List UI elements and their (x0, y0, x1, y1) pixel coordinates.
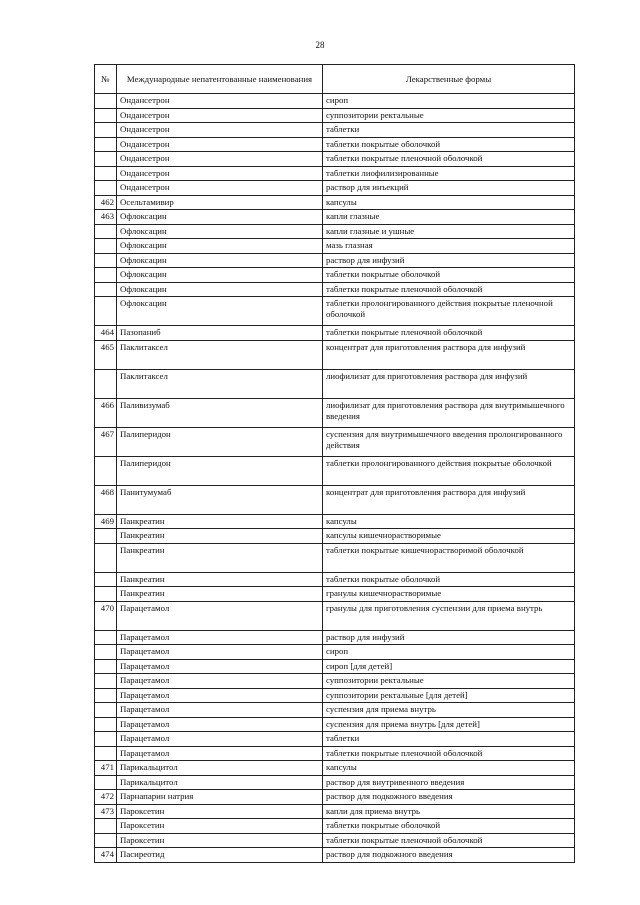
table-row (95, 224, 575, 239)
inn-name: Палиперидон (117, 456, 323, 485)
inn-name: Пароксетин (117, 833, 323, 848)
row-number (95, 456, 117, 485)
table-row (95, 543, 575, 572)
dosage-form: таблетки покрытые пленочной оболочкой (323, 282, 575, 297)
row-number (95, 297, 117, 326)
table-row (95, 514, 575, 529)
row-number: 467 (95, 427, 117, 456)
dosage-form: суппозитории ректальные [для детей] (323, 688, 575, 703)
dosage-form: капли глазные (323, 210, 575, 225)
inn-name: Пароксетин (117, 804, 323, 819)
row-number: 469 (95, 514, 117, 529)
row-number (95, 587, 117, 602)
table-row (95, 166, 575, 181)
table-row (95, 108, 575, 123)
inn-name: Парацетамол (117, 746, 323, 761)
table-row (95, 645, 575, 660)
inn-name: Панкреатин (117, 514, 323, 529)
inn-name: Парацетамол (117, 601, 323, 630)
dosage-form: раствор для внутривенного введения (323, 775, 575, 790)
row-number (95, 674, 117, 689)
row-number (95, 529, 117, 544)
table-row (95, 340, 575, 369)
row-number (95, 645, 117, 660)
inn-name: Панитумумаб (117, 485, 323, 514)
dosage-form: капсулы (323, 514, 575, 529)
dosage-form: гранулы кишечнорастворимые (323, 587, 575, 602)
row-number (95, 543, 117, 572)
dosage-form: суспензия для приема внутрь (323, 703, 575, 718)
dosage-form: таблетки покрытые оболочкой (323, 819, 575, 834)
dosage-form: мазь глазная (323, 239, 575, 254)
inn-name: Ондансетрон (117, 152, 323, 167)
dosage-form: капсулы (323, 761, 575, 776)
table-row (95, 703, 575, 718)
dosage-form: таблетки покрытые оболочкой (323, 572, 575, 587)
inn-name: Парацетамол (117, 674, 323, 689)
row-number (95, 239, 117, 254)
row-number (95, 123, 117, 138)
dosage-form: сироп (323, 645, 575, 660)
row-number (95, 688, 117, 703)
table-row (95, 282, 575, 297)
table-row (95, 137, 575, 152)
row-number (95, 703, 117, 718)
inn-name: Офлоксацин (117, 297, 323, 326)
dosage-form: таблетки покрытые кишечнорастворимой оболочкой (323, 543, 575, 572)
row-number (95, 630, 117, 645)
page-number: 28 (315, 40, 325, 50)
row-number (95, 181, 117, 196)
row-number: 472 (95, 790, 117, 805)
dosage-form: таблетки пролонгированного действия покрытые пленочной оболочкой (323, 297, 575, 326)
table-row (95, 833, 575, 848)
inn-name: Парацетамол (117, 717, 323, 732)
inn-name: Ондансетрон (117, 94, 323, 109)
inn-name: Парацетамол (117, 688, 323, 703)
inn-name: Офлоксацин (117, 224, 323, 239)
table-row (95, 746, 575, 761)
inn-name: Офлоксацин (117, 282, 323, 297)
row-number (95, 819, 117, 834)
row-number: 468 (95, 485, 117, 514)
table-row (95, 297, 575, 326)
row-number (95, 369, 117, 398)
row-number: 470 (95, 601, 117, 630)
table-row (95, 427, 575, 456)
table-row (95, 587, 575, 602)
inn-name: Офлоксацин (117, 239, 323, 254)
table-row (95, 717, 575, 732)
inn-name: Парацетамол (117, 732, 323, 747)
dosage-form: таблетки покрытые пленочной оболочкой (323, 326, 575, 341)
table-row (95, 804, 575, 819)
row-number (95, 659, 117, 674)
inn-name: Паклитаксел (117, 340, 323, 369)
inn-name: Панкреатин (117, 587, 323, 602)
dosage-form: таблетки пролонгированного действия покрытые оболочкой (323, 456, 575, 485)
table-row (95, 239, 575, 254)
inn-name: Ондансетрон (117, 166, 323, 181)
dosage-form: сироп [для детей] (323, 659, 575, 674)
row-number: 464 (95, 326, 117, 341)
inn-name: Паклитаксел (117, 369, 323, 398)
table-row (95, 688, 575, 703)
dosage-form: таблетки лиофилизированные (323, 166, 575, 181)
row-number (95, 732, 117, 747)
row-number (95, 94, 117, 109)
dosage-form: раствор для подкожного введения (323, 790, 575, 805)
table-row (95, 848, 575, 863)
inn-name: Ондансетрон (117, 181, 323, 196)
dosage-form: раствор для инъекций (323, 181, 575, 196)
inn-name: Пазопаниб (117, 326, 323, 341)
table-row (95, 181, 575, 196)
row-number: 471 (95, 761, 117, 776)
table-row (95, 761, 575, 776)
row-number (95, 152, 117, 167)
inn-name: Ондансетрон (117, 123, 323, 138)
table-row (95, 152, 575, 167)
inn-name: Парацетамол (117, 659, 323, 674)
dosage-form: раствор для инфузий (323, 253, 575, 268)
inn-name: Парацетамол (117, 630, 323, 645)
table-row (95, 123, 575, 138)
table-row (95, 630, 575, 645)
row-number (95, 746, 117, 761)
table-row (95, 268, 575, 283)
dosage-form: суппозитории ректальные (323, 674, 575, 689)
row-number (95, 253, 117, 268)
dosage-form: таблетки (323, 123, 575, 138)
dosage-form: суспензия для внутримышечного введения пролонгированного действия (323, 427, 575, 456)
dosage-form: лиофилизат для приготовления раствора для инфузий (323, 369, 575, 398)
dosage-form: таблетки покрытые оболочкой (323, 137, 575, 152)
inn-name: Паливизумаб (117, 398, 323, 427)
table-row (95, 529, 575, 544)
dosage-form: таблетки покрытые пленочной оболочкой (323, 746, 575, 761)
table-row (95, 572, 575, 587)
dosage-form: суппозитории ректальные (323, 108, 575, 123)
table-row (95, 819, 575, 834)
table-row (95, 398, 575, 427)
inn-name: Панкреатин (117, 543, 323, 572)
row-number (95, 833, 117, 848)
row-number (95, 137, 117, 152)
inn-name: Офлоксацин (117, 253, 323, 268)
dosage-form: таблетки покрытые оболочкой (323, 268, 575, 283)
inn-name: Офлоксацин (117, 210, 323, 225)
dosage-form: гранулы для приготовления суспензии для приема внутрь (323, 601, 575, 630)
dosage-form: таблетки (323, 732, 575, 747)
table-row (95, 195, 575, 210)
table-row (95, 659, 575, 674)
table-row (95, 326, 575, 341)
row-number: 465 (95, 340, 117, 369)
row-number (95, 108, 117, 123)
table-row (95, 732, 575, 747)
inn-name: Ондансетрон (117, 137, 323, 152)
dosage-form: капсулы (323, 195, 575, 210)
header-dosage-form: Лекарственные формы (323, 65, 575, 94)
row-number (95, 775, 117, 790)
inn-name: Парикальцитол (117, 775, 323, 790)
dosage-form: капли для приема внутрь (323, 804, 575, 819)
row-number: 462 (95, 195, 117, 210)
table-row (95, 790, 575, 805)
inn-name: Офлоксацин (117, 268, 323, 283)
table-row (95, 485, 575, 514)
dosage-form: концентрат для приготовления раствора для инфузий (323, 340, 575, 369)
inn-name: Палиперидон (117, 427, 323, 456)
dosage-form: суспензия для приема внутрь [для детей] (323, 717, 575, 732)
inn-name: Парнапарин натрия (117, 790, 323, 805)
table-row (95, 210, 575, 225)
inn-name: Осельтамивир (117, 195, 323, 210)
row-number: 473 (95, 804, 117, 819)
row-number (95, 224, 117, 239)
drug-forms-table (94, 64, 575, 863)
inn-name: Парацетамол (117, 703, 323, 718)
header-inn-name: Международные непатентованные наименования (117, 65, 323, 94)
table-row (95, 94, 575, 109)
row-number (95, 717, 117, 732)
dosage-form: лиофилизат для приготовления раствора для внутримышечного введения (323, 398, 575, 427)
table-row (95, 674, 575, 689)
dosage-form: раствор для инфузий (323, 630, 575, 645)
row-number: 466 (95, 398, 117, 427)
row-number (95, 166, 117, 181)
inn-name: Парацетамол (117, 645, 323, 660)
dosage-form: капсулы кишечнорастворимые (323, 529, 575, 544)
dosage-form: концентрат для приготовления раствора для инфузий (323, 485, 575, 514)
row-number (95, 268, 117, 283)
dosage-form: раствор для подкожного введения (323, 848, 575, 863)
table-body (95, 94, 575, 863)
table-row (95, 456, 575, 485)
inn-name: Панкреатин (117, 529, 323, 544)
inn-name: Пасиреотид (117, 848, 323, 863)
row-number: 463 (95, 210, 117, 225)
dosage-form: таблетки покрытые пленочной оболочкой (323, 833, 575, 848)
inn-name: Панкреатин (117, 572, 323, 587)
table-row (95, 775, 575, 790)
dosage-form: таблетки покрытые пленочной оболочкой (323, 152, 575, 167)
inn-name: Пароксетин (117, 819, 323, 834)
row-number: 474 (95, 848, 117, 863)
row-number (95, 572, 117, 587)
table-row (95, 601, 575, 630)
dosage-form: капли глазные и ушные (323, 224, 575, 239)
header-number: № (95, 65, 117, 94)
dosage-form: сироп (323, 94, 575, 109)
row-number (95, 282, 117, 297)
table-header-row (95, 65, 575, 94)
inn-name: Парикальцитол (117, 761, 323, 776)
table-row (95, 253, 575, 268)
table-row (95, 369, 575, 398)
inn-name: Ондансетрон (117, 108, 323, 123)
